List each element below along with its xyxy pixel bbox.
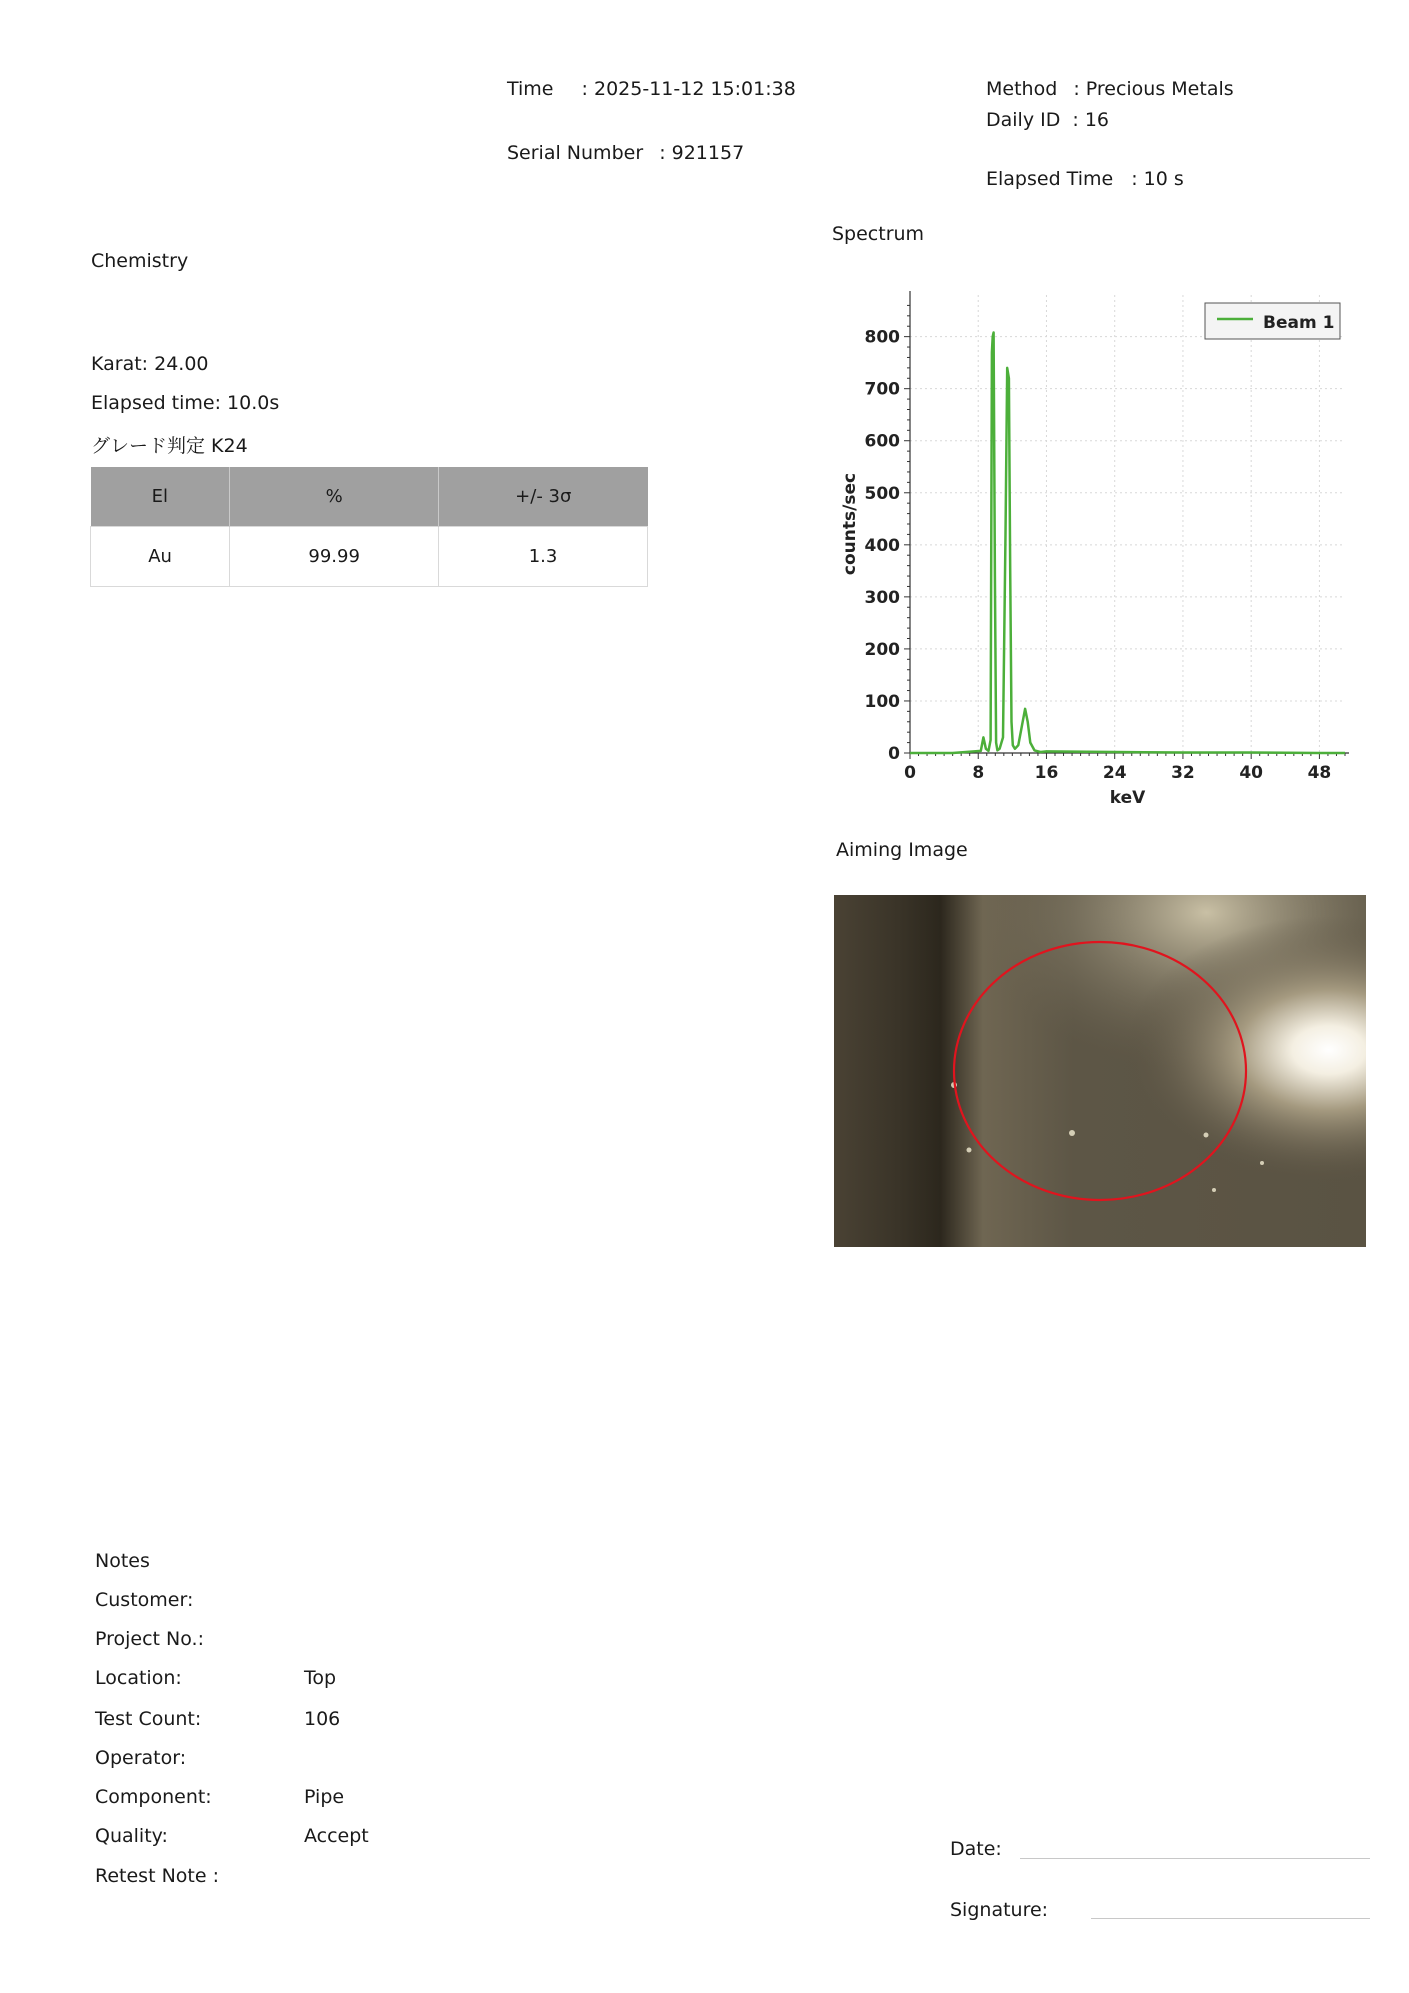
spectrum-title: Spectrum xyxy=(832,223,925,245)
series-line-beam-1 xyxy=(910,333,1345,754)
chemistry-table-header xyxy=(91,467,648,527)
aiming-image xyxy=(834,895,1366,1247)
y-tick-label: 600 xyxy=(864,431,900,452)
karat-text: Karat: 24.00 xyxy=(91,353,209,375)
notes-title: Notes xyxy=(95,1550,150,1572)
method-field xyxy=(986,78,1234,100)
aiming-image-title: Aiming Image xyxy=(836,839,968,861)
date-line[interactable] xyxy=(1020,1858,1370,1859)
signature-line[interactable] xyxy=(1091,1918,1370,1919)
test-count-value: 106 xyxy=(304,1708,341,1730)
chart-axes xyxy=(840,291,1349,808)
test-count-label: Test Count: xyxy=(95,1708,202,1730)
x-tick-label: 32 xyxy=(1171,763,1195,783)
daily-id-value: : 16 xyxy=(1072,109,1110,131)
cell-element: Au xyxy=(91,527,230,587)
chart-legend xyxy=(1205,303,1340,339)
quality-label: Quality: xyxy=(95,1825,168,1847)
chemistry-title: Chemistry xyxy=(91,250,189,272)
y-tick-label: 700 xyxy=(864,379,900,400)
elapsed-time-text: Elapsed time: 10.0s xyxy=(91,392,280,414)
time-field xyxy=(507,78,796,100)
x-tick-label: 8 xyxy=(972,763,985,783)
x-tick-label: 40 xyxy=(1239,763,1264,783)
component-label: Component: xyxy=(95,1786,212,1808)
column-header-uncertainty: +/- 3σ xyxy=(439,467,648,527)
signature-label: Signature: xyxy=(950,1899,1049,1921)
elapsed-time-value: : 10 s xyxy=(1131,168,1184,190)
column-header-percent: % xyxy=(230,467,439,527)
location-value: Top xyxy=(304,1667,337,1689)
retest-note-label: Retest Note : xyxy=(95,1865,219,1887)
daily-id-field xyxy=(986,109,1109,131)
method-label: Method xyxy=(986,78,1058,100)
table-row xyxy=(91,527,648,587)
method-value: : Precious Metals xyxy=(1073,78,1234,100)
operator-label: Operator: xyxy=(95,1747,187,1769)
daily-id-label: Daily ID xyxy=(986,109,1061,131)
time-label: Time xyxy=(507,78,554,100)
y-tick-label: 200 xyxy=(864,639,900,660)
project-number-label: Project No.: xyxy=(95,1628,204,1650)
component-value: Pipe xyxy=(304,1786,345,1808)
y-tick-label: 100 xyxy=(864,691,900,712)
cell-uncertainty: 1.3 xyxy=(439,527,648,587)
elapsed-time-label: Elapsed Time xyxy=(986,168,1114,190)
x-tick-label: 24 xyxy=(1102,763,1127,783)
y-tick-label: 400 xyxy=(864,535,900,556)
date-label: Date: xyxy=(950,1838,1002,1860)
x-axis-label: keV xyxy=(1109,788,1146,808)
cell-percent: 99.99 xyxy=(230,527,439,587)
y-tick-label: 0 xyxy=(888,744,900,764)
chart-grid xyxy=(910,295,1345,753)
y-tick-label: 300 xyxy=(864,587,900,608)
column-header-element: El xyxy=(91,467,230,527)
x-tick-label: 16 xyxy=(1034,763,1059,783)
quality-value: Accept xyxy=(304,1825,369,1847)
chemistry-table xyxy=(90,467,648,587)
y-tick-label: 800 xyxy=(864,327,900,348)
y-tick-label: 500 xyxy=(864,483,900,504)
x-tick-label: 48 xyxy=(1307,763,1332,783)
serial-number-label: Serial Number xyxy=(507,142,644,164)
chart-series xyxy=(910,333,1345,754)
location-label: Location: xyxy=(95,1667,182,1689)
serial-number-value: : 921157 xyxy=(659,142,745,164)
elapsed-time-field xyxy=(986,168,1184,190)
legend-label: Beam 1 xyxy=(1263,313,1335,333)
x-tick-label: 0 xyxy=(904,763,916,783)
spectrum-chart xyxy=(835,283,1355,813)
grade-text: グレード判定 K24 xyxy=(91,435,248,457)
serial-number-field xyxy=(507,142,744,164)
y-axis-label: counts/sec xyxy=(840,472,860,576)
customer-label: Customer: xyxy=(95,1589,194,1611)
time-value: : 2025-11-12 15:01:38 xyxy=(581,78,796,100)
